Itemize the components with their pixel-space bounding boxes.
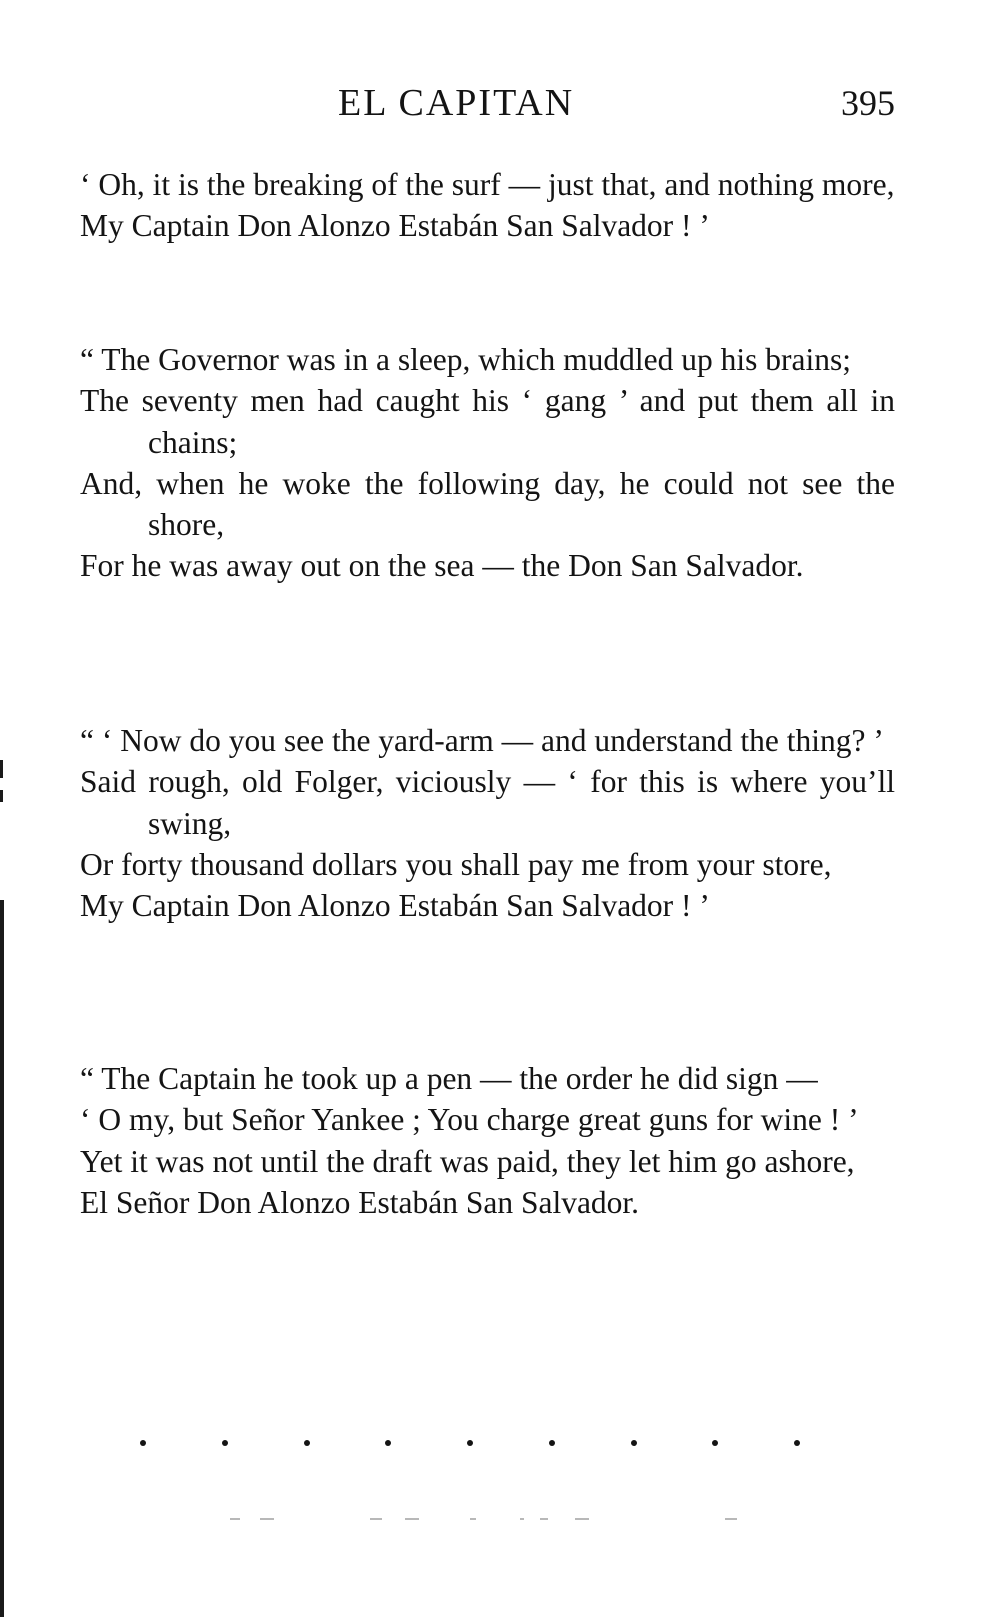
faint-mark — [260, 1518, 274, 1520]
stanza-4 — [80, 1058, 895, 1223]
verse-line: My Captain Don Alonzo Estabán San Salvador ! ’ — [80, 208, 710, 244]
ellipsis-dot — [712, 1440, 718, 1446]
verse-line: ‘ Oh, it is the breaking of the surf — just that, and nothing more, — [80, 167, 895, 202]
ellipsis-dot — [385, 1440, 391, 1446]
faint-mark — [405, 1518, 419, 1520]
ellipsis-dot — [140, 1440, 146, 1446]
faint-mark — [230, 1518, 240, 1520]
ellipsis-dots — [140, 1440, 800, 1446]
stanza-1 — [80, 164, 895, 247]
verse-line: “ ‘ Now do you see the yard-arm — and understand the thing? ’ — [80, 723, 884, 758]
verse-line: “ The Governor was in a sleep, which muddled up his brains; — [80, 342, 851, 377]
page-number: 395 — [841, 83, 895, 123]
gutter-mark — [0, 790, 3, 802]
verse-line: Yet it was not until the draft was paid, they let him go ashore, — [80, 1143, 855, 1179]
faint-mark — [370, 1518, 382, 1520]
verse-line: Or forty thousand dollars you shall pay me from your store, — [80, 846, 832, 882]
verse-line: ‘ O my, but Señor Yankee ; You charge great guns for wine ! ’ — [80, 1102, 859, 1138]
running-head-title: EL CAPITAN — [338, 82, 575, 124]
faint-mark — [725, 1518, 737, 1520]
verse-line: El Señor Don Alonzo Estabán San Salvador. — [80, 1184, 640, 1220]
verse-line: And, when he woke the following day, he could not see the shore, — [80, 465, 895, 543]
gutter-shadow-line — [0, 900, 4, 1617]
ellipsis-dot — [304, 1440, 310, 1446]
faint-mark — [470, 1518, 476, 1520]
ellipsis-dot — [794, 1440, 800, 1446]
stanza-3 — [80, 720, 895, 926]
faint-mark — [520, 1518, 524, 1520]
verse-line: The seventy men had caught his ‘ gang ’ and put them all in chains; — [80, 383, 895, 460]
faint-mark — [575, 1518, 589, 1520]
verse-line: My Captain Don Alonzo Estabán San Salvador ! ’ — [80, 888, 710, 924]
ellipsis-dot — [467, 1440, 473, 1446]
faint-mark — [540, 1518, 548, 1520]
verse-line: For he was away out on the sea — the Don San Salvador. — [80, 548, 804, 584]
verse-line: “ The Captain he took up a pen — the order he did sign — — [80, 1061, 818, 1096]
ellipsis-dot — [222, 1440, 228, 1446]
gutter-mark — [0, 760, 3, 778]
faint-print-marks — [230, 1518, 750, 1522]
ellipsis-dot — [631, 1440, 637, 1446]
ellipsis-dot — [549, 1440, 555, 1446]
running-head — [0, 78, 1000, 128]
stanza-2 — [80, 339, 895, 587]
verse-line: Said rough, old Folger, viciously — ‘ for this is where you’ll swing, — [80, 764, 895, 841]
